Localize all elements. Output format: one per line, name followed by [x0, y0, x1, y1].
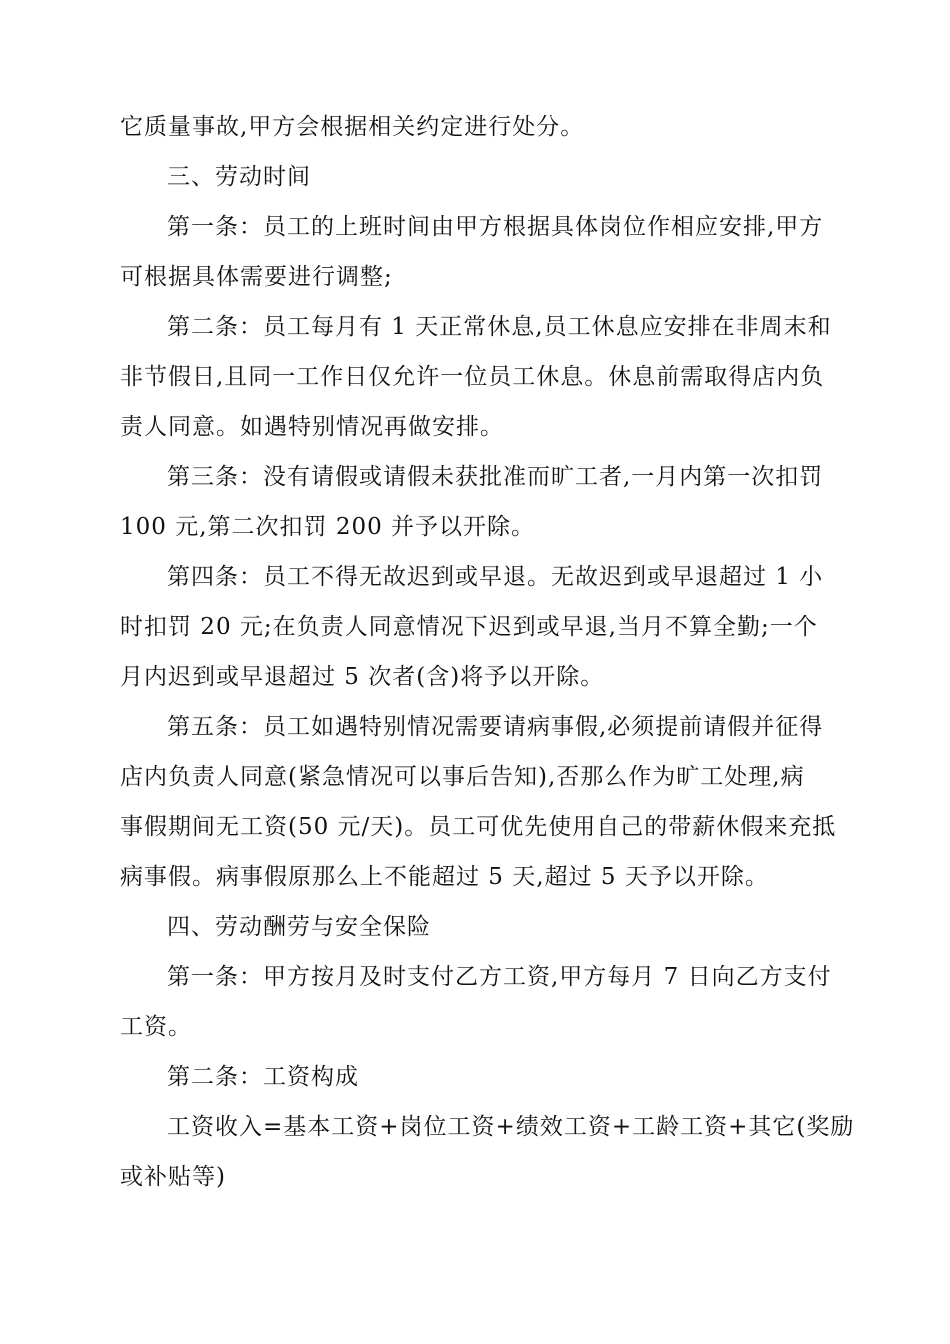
text-line: 第二条：工资构成: [167, 1064, 359, 1090]
text-line: 事假期间无工资(50 元/天)。员工可优先使用自己的带薪休假来充抵: [120, 814, 837, 840]
text-line: 时扣罚 20 元;在负责人同意情况下迟到或早退,当月不算全勤;一个: [120, 614, 818, 640]
text-line: 月内迟到或早退超过 5 次者(含)将予以开除。: [120, 664, 605, 690]
text-line: 100 元,第二次扣罚 200 并予以开除。: [120, 514, 536, 540]
text-line: 第二条：员工每月有 1 天正常休息,员工休息应安排在非周末和: [167, 314, 832, 340]
text-line: 第四条：员工不得无故迟到或早退。无故迟到或早退超过 1 小: [167, 564, 824, 590]
section-heading: 三、劳动时间: [167, 164, 311, 190]
text-line: 第三条：没有请假或请假未获批准而旷工者,一月内第一次扣罚: [167, 464, 824, 490]
text-line: 工资收入=基本工资+岗位工资+绩效工资+工龄工资+其它(奖励: [167, 1114, 855, 1140]
text-line: 或补贴等): [120, 1164, 226, 1190]
text-line: 非节假日,且同一工作日仅允许一位员工休息。休息前需取得店内负: [120, 364, 825, 390]
text-line: 病事假。病事假原那么上不能超过 5 天,超过 5 天予以开除。: [120, 864, 769, 890]
text-line: 它质量事故,甲方会根据相关约定进行处分。: [120, 114, 585, 140]
section-heading: 四、劳动酬劳与安全保险: [167, 914, 431, 940]
text-line: 责人同意。如遇特别情况再做安排。: [120, 414, 504, 440]
text-line: 第一条：员工的上班时间由甲方根据具体岗位作相应安排,甲方: [167, 214, 824, 240]
text-line: 第五条：员工如遇特别情况需要请病事假,必须提前请假并征得: [167, 714, 824, 740]
text-line: 第一条：甲方按月及时支付乙方工资,甲方每月 7 日向乙方支付: [167, 964, 832, 990]
text-line: 可根据具体需要进行调整;: [120, 264, 393, 290]
text-line: 工资。: [120, 1014, 192, 1040]
text-line: 店内负责人同意(紧急情况可以事后告知),否那么作为旷工处理,病: [120, 764, 805, 790]
